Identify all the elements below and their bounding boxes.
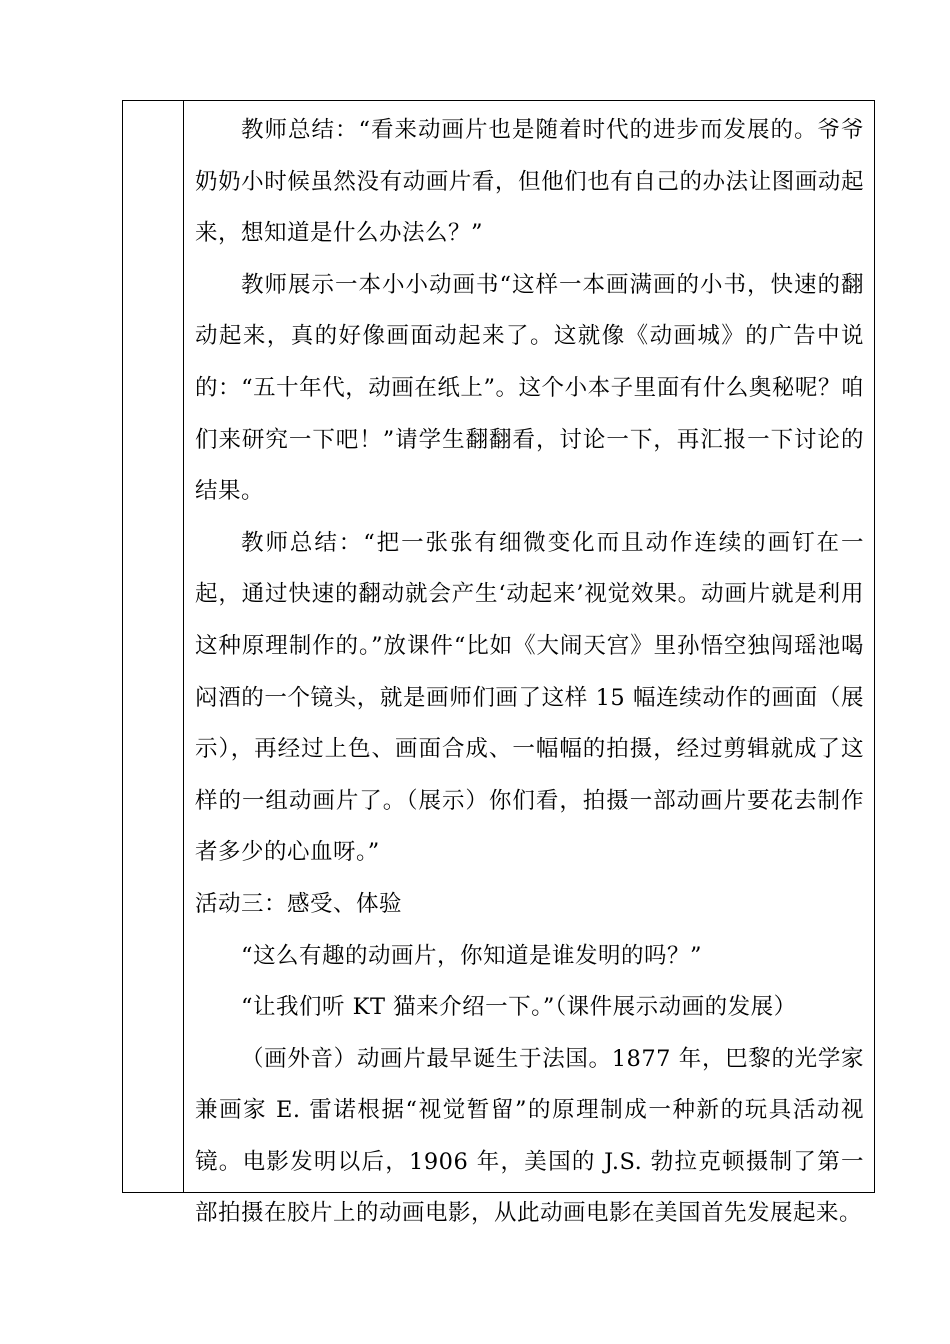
paragraph-teacher-demo-book: 教师展示一本小小动画书“这样一本画满画的小书，快速的翻动起来，真的好像画面动起来了。这就像《动画城》的广告中说的：“五十年代，动画在纸上”。这个小本子里面有什么奥秘呢？咱们来研究一下吧！”请学生翻翻看，讨论一下，再汇报一下讨论的结果。 xyxy=(195,271,864,505)
document-table xyxy=(122,100,875,1227)
paragraph-teacher-summary-1: 教师总结：“看来动画片也是随着时代的进步而发展的。爷爷奶奶小时候虽然没有动画片看，但他们也有自己的办法让图画动起来，想知道是什么办法么？” xyxy=(195,117,864,247)
paragraph-teacher-summary-2: 教师总结：“把一张张有细微变化而且动作连续的画钉在一起，通过快速的翻动就会产生‘动起来’视觉效果。动画片就是利用这种原理制作的。”放课件“比如《大闹天宫》里孙悟空独闯瑶池喝闷酒的一个镜头，就是画师们画了这样 15 幅连续动作的画面（展示），再经过上色、画面合成、一幅幅的拍摄，经过剪辑就成了这样的一组动画片了。（展示）你们看，拍摄一部动画片要花去制作者多少的心血呀。” xyxy=(195,529,864,866)
activity-heading: 活动三：感受、体验 xyxy=(195,890,403,917)
table-left-column xyxy=(123,101,184,1192)
paragraph-question: “这么有趣的动画片，你知道是谁发明的吗？” xyxy=(241,942,703,969)
table-content-cell xyxy=(184,101,874,1227)
paragraph-voiceover-history: （画外音）动画片最早诞生于法国。1877 年，巴黎的光学家兼画家 E. 雷诺根据“视觉暂留”的原理制成一种新的玩具活动视镜。电影发明以后，1906 年，美国的 J.S. 勃拉克顿摄制了第一部拍摄在胶片上的动画电影，从此动画电影在美国首先发展起来。 xyxy=(195,1045,864,1227)
paragraph-kt-cat-intro: “让我们听 KT 猫来介绍一下。”（课件展示动画的发展） xyxy=(241,994,797,1021)
